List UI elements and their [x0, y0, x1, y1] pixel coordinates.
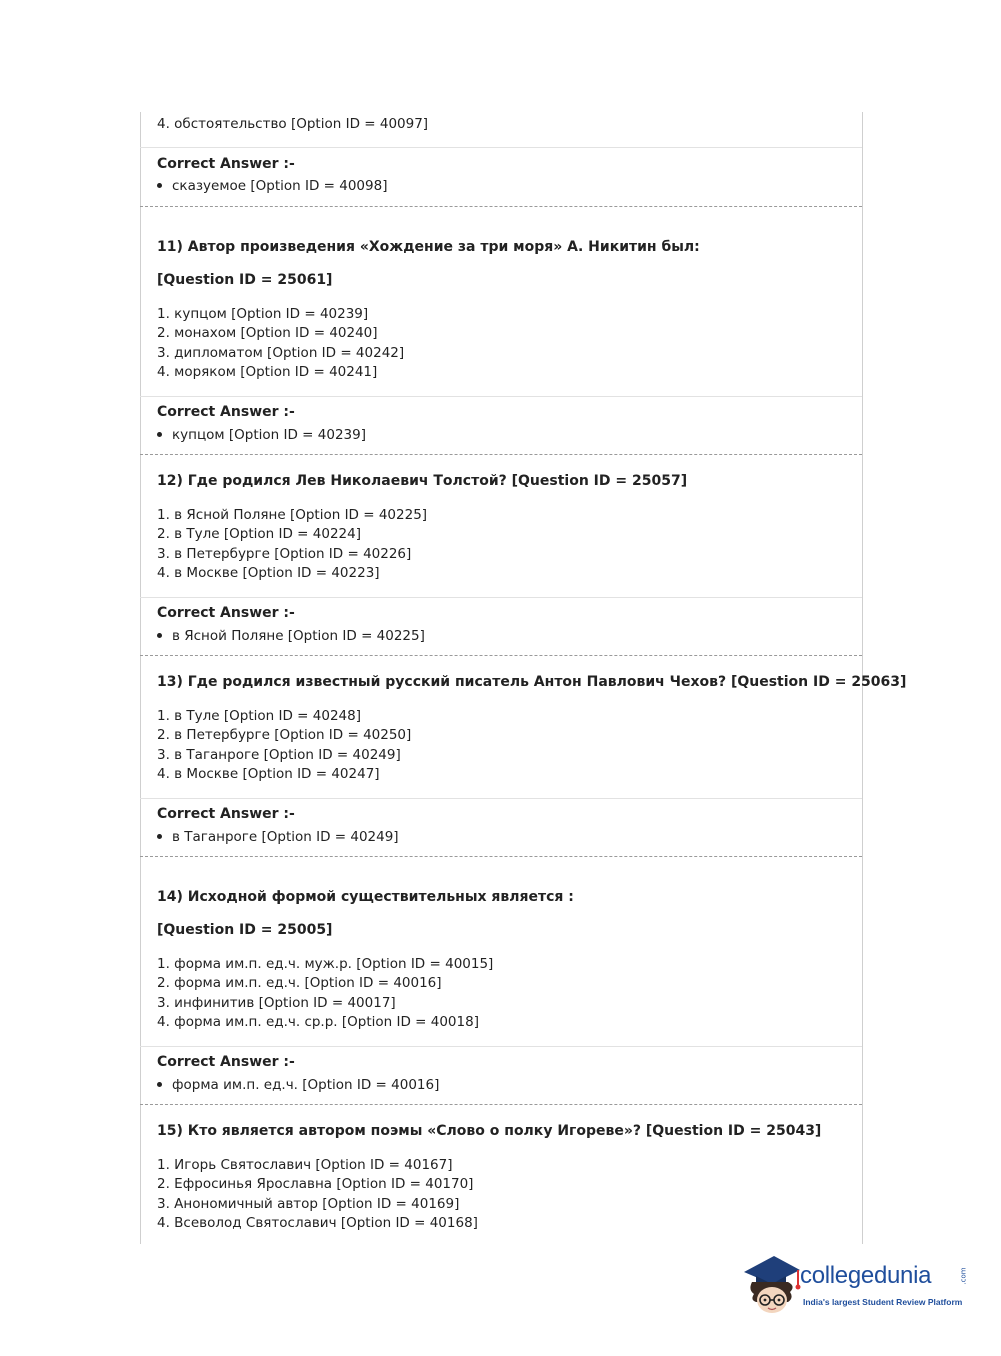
- q13-correct-answer-label: Correct Answer :-: [157, 806, 295, 822]
- q14-correct-answer-label: Correct Answer :-: [157, 1054, 295, 1070]
- q13-title: 13) Где родился известный русский писатель Антон Павлович Чехов? [Question ID = 25063]: [157, 674, 907, 690]
- q12-correct-answer-label: Correct Answer :-: [157, 605, 295, 621]
- q11-question-id: [Question ID = 25061]: [157, 272, 333, 288]
- divider: [140, 597, 862, 598]
- logo-com: .com: [959, 1267, 968, 1285]
- q13-option: 1. в Туле [Option ID = 40248]: [157, 708, 361, 724]
- q11-option: 4. моряком [Option ID = 40241]: [157, 364, 378, 380]
- q12-option: 2. в Туле [Option ID = 40224]: [157, 526, 361, 542]
- q10-option-4: 4. обстоятельство [Option ID = 40097]: [157, 116, 429, 132]
- q11-option: 2. монахом [Option ID = 40240]: [157, 325, 378, 341]
- q10-correct-answer-label: Correct Answer :-: [157, 156, 295, 172]
- q12-correct-answer: в Ясной Поляне [Option ID = 40225]: [157, 627, 425, 645]
- q12-option: 4. в Москве [Option ID = 40223]: [157, 565, 380, 581]
- q15-option: 4. Всеволод Святославич [Option ID = 40168]: [157, 1215, 478, 1231]
- question-separator: [140, 655, 862, 656]
- q15-option: 1. Игорь Святославич [Option ID = 40167]: [157, 1157, 453, 1173]
- logo-wordmark: collegedunia: [800, 1262, 932, 1289]
- q10-correct-answer: сказуемое [Option ID = 40098]: [157, 177, 387, 195]
- divider: [140, 396, 862, 397]
- q14-option: 1. форма им.п. ед.ч. муж.р. [Option ID = 40015]: [157, 956, 494, 972]
- bullet-icon: [157, 834, 162, 839]
- q14-option: 2. форма им.п. ед.ч. [Option ID = 40016]: [157, 975, 442, 991]
- q14-title: 14) Исходной формой существительных является :: [157, 889, 574, 905]
- question-separator: [140, 454, 862, 455]
- question-separator: [140, 856, 862, 857]
- q11-option: 1. купцом [Option ID = 40239]: [157, 306, 369, 322]
- q13-option: 4. в Москве [Option ID = 40247]: [157, 766, 380, 782]
- q15-option: 2. Ефросинья Ярославна [Option ID = 40170]: [157, 1176, 474, 1192]
- question-separator: [140, 206, 862, 207]
- q13-option: 3. в Таганроге [Option ID = 40249]: [157, 747, 401, 763]
- divider: [140, 1046, 862, 1047]
- divider: [140, 147, 862, 148]
- q14-option: 3. инфинитив [Option ID = 40017]: [157, 995, 396, 1011]
- q15-option: 3. Анономичный автор [Option ID = 40169]: [157, 1196, 460, 1212]
- q11-option: 3. дипломатом [Option ID = 40242]: [157, 345, 405, 361]
- q14-option: 4. форма им.п. ед.ч. ср.р. [Option ID = 40018]: [157, 1014, 479, 1030]
- bullet-icon: [157, 183, 162, 188]
- bullet-icon: [157, 432, 162, 437]
- q11-correct-answer: купцом [Option ID = 40239]: [157, 426, 366, 444]
- bullet-icon: [157, 633, 162, 638]
- q15-title: 15) Кто является автором поэмы «Слово о полку Игореве»? [Question ID = 25043]: [157, 1123, 822, 1139]
- divider: [140, 798, 862, 799]
- q14-correct-answer: форма им.п. ед.ч. [Option ID = 40016]: [157, 1076, 439, 1094]
- q11-title: 11) Автор произведения «Хождение за три моря» А. Никитин был:: [157, 239, 700, 255]
- q13-option: 2. в Петербурге [Option ID = 40250]: [157, 727, 412, 743]
- q11-correct-answer-label: Correct Answer :-: [157, 404, 295, 420]
- q12-option: 1. в Ясной Поляне [Option ID = 40225]: [157, 507, 428, 523]
- q14-question-id: [Question ID = 25005]: [157, 922, 333, 938]
- bullet-icon: [157, 1082, 162, 1087]
- q12-option: 3. в Петербурге [Option ID = 40226]: [157, 546, 412, 562]
- q12-title: 12) Где родился Лев Николаевич Толстой? [Question ID = 25057]: [157, 473, 688, 489]
- question-separator: [140, 1104, 862, 1105]
- q13-correct-answer: в Таганроге [Option ID = 40249]: [157, 828, 399, 846]
- logo-tagline: India's largest Student Review Platform: [803, 1297, 963, 1307]
